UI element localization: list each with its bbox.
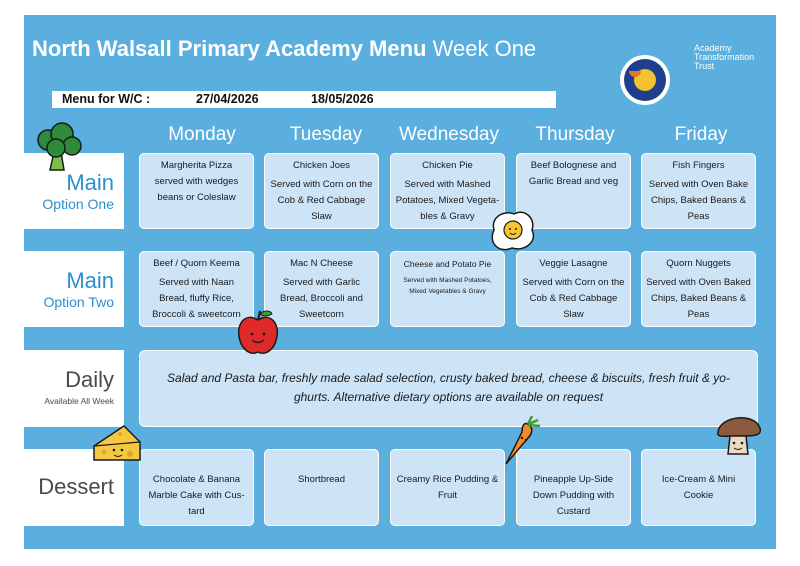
daily-menu-text: Salad and Pasta bar, freshly made salad selection, crusty baked bread, cheese & biscuits, fresh fruit & yo-ghurts. Alternative dietary options are available on request	[139, 350, 758, 427]
week-commencing-bar	[52, 91, 556, 108]
menu-cell-main1-monday: Margherita Pizza served with wedges beans or Coleslaw	[139, 153, 254, 229]
menu-cell-dessert-monday: Chocolate & Banana Marble Cake with Cus-tard	[139, 449, 254, 526]
day-wednesday: Wednesday	[399, 124, 499, 145]
menu-cell-main2-wednesday: Cheese and Potato Pie Served with Mashed Potatoes, Mixed Vegetables & Gravy	[390, 251, 505, 327]
wc-label: Menu for W/C :	[62, 92, 151, 106]
menu-cell-main2-friday: Quorn Nuggets Served with Oven Baked Chips, Baked Beans & Peas	[641, 251, 756, 327]
broccoli-icon	[34, 122, 84, 174]
menu-cell-main1-friday: Fish Fingers Served with Oven Bake Chips, Baked Beans & Peas	[641, 153, 756, 229]
apple-icon	[235, 308, 281, 358]
menu-cell-main2-monday: Beef / Quorn Keema Served with Naan Bread, fluffy Rice, Broccoli & sweetcorn	[139, 251, 254, 327]
day-thursday: Thursday	[535, 124, 615, 145]
menu-cell-dessert-tuesday: Shortbread	[264, 449, 379, 526]
menu-cell-dessert-wednesday: Creamy Rice Pudding & Fruit	[390, 449, 505, 526]
mushroom-icon	[714, 410, 764, 458]
carrot-icon	[498, 414, 542, 468]
label-daily: Daily Available All Week	[24, 350, 124, 427]
label-dessert: Dessert	[24, 449, 124, 526]
menu-cell-dessert-friday: Ice-Cream & Mini Cookie	[641, 449, 756, 526]
wc-date-two: 18/05/2026	[311, 92, 374, 106]
fried-egg-icon	[488, 208, 538, 254]
day-tuesday: Tuesday	[289, 124, 363, 145]
trust-name: Academy Transformation Trust	[694, 43, 755, 71]
page-title	[32, 36, 536, 62]
wc-date-one: 27/04/2026	[196, 92, 259, 106]
menu-cell-main2-tuesday: Mac N Cheese Served with Garlic Bread, Broccoli and Sweetcorn	[264, 251, 379, 327]
day-friday: Friday	[674, 124, 728, 145]
label-main-option-one: Main Option One	[24, 153, 124, 229]
menu-cell-dessert-thursday: Pineapple Up-Side Down Pudding with Custard	[516, 449, 631, 526]
menu-cell-main1-thursday: Beef Bolognese and Garlic Bread and veg	[516, 153, 631, 229]
day-monday: Monday	[168, 124, 236, 145]
menu-cell-main1-tuesday: Chicken Joes Served with Corn on the Cob & Red Cabbage Slaw	[264, 153, 379, 229]
menu-cell-main2-thursday: Veggie Lasagne Served with Corn on the Cob & Red Cabbage Slaw	[516, 251, 631, 327]
title-week: Week One	[432, 36, 537, 61]
menu-cell-main1-wednesday: Chicken Pie Served with Mashed Potatoes, Mixed Vegeta-bles & Gravy	[390, 153, 505, 229]
label-main-option-two: Main Option Two	[24, 251, 124, 327]
cheese-icon	[90, 420, 144, 466]
school-crest-icon	[620, 55, 670, 105]
title-main: North Walsall Primary Academy Menu	[32, 36, 427, 61]
